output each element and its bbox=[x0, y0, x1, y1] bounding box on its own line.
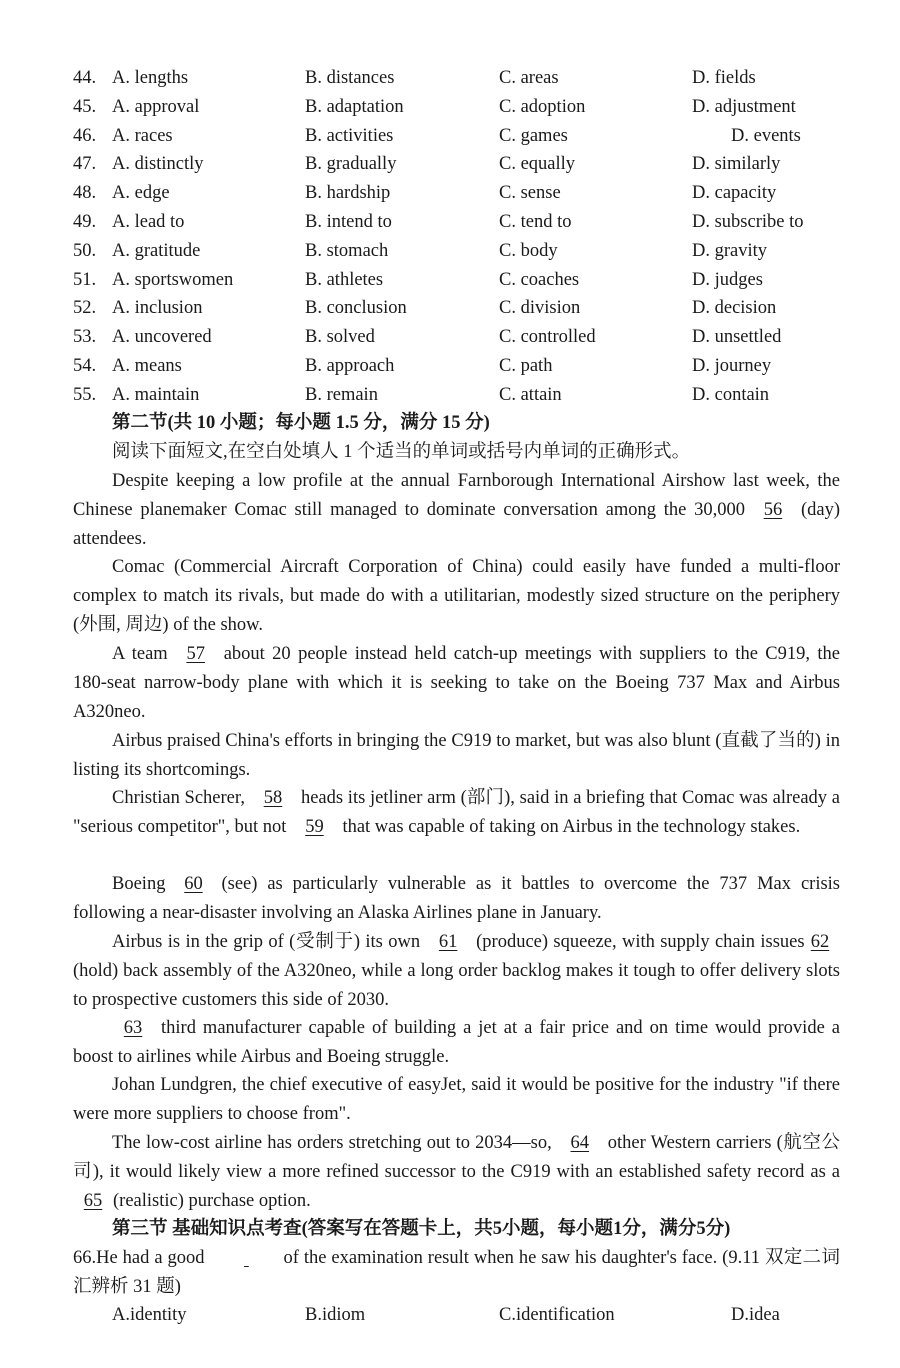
blank-66 bbox=[209, 1244, 283, 1273]
option-d: D. events bbox=[731, 125, 801, 146]
option-c: C. division bbox=[499, 298, 581, 319]
question-number: 53. bbox=[73, 327, 97, 348]
option-row bbox=[0, 208, 900, 237]
option-row bbox=[0, 179, 900, 208]
option-a: A. lengths bbox=[112, 68, 189, 88]
option-a: A. distinctly bbox=[112, 154, 204, 175]
passage-paragraph-4: Airbus praised China's efforts in bringing the C919 to market, but was also blunt (直截了当的) in listing its shortcomings. bbox=[73, 731, 840, 780]
question-number: 51. bbox=[73, 269, 97, 290]
option-row bbox=[0, 352, 900, 381]
blank-64: 64 bbox=[570, 1133, 589, 1153]
option-b: B. adaptation bbox=[305, 96, 404, 117]
question-number: 49. bbox=[73, 212, 97, 232]
passage-paragraph-6: Boeing 60 (see) as particularly vulnerable as it battles to overcome the 737 Max crisis following a near-disaster involving an Alaska Airlines plane in January. bbox=[73, 870, 840, 928]
blank-63: 63 bbox=[123, 1018, 143, 1038]
option-c: C. coaches bbox=[499, 269, 580, 290]
question-number: 55. bbox=[73, 384, 97, 405]
option-b: B. intend to bbox=[305, 212, 392, 232]
option-b: B. hardship bbox=[305, 183, 391, 204]
option-a: A. races bbox=[112, 125, 173, 146]
passage-paragraph-10: The low-cost airline has orders stretching out to 2034—so, 64 other Western carriers (航空公司), it would likely view a more refined successor to the C919 with an established safety record as a65 (realistic) purchase option. bbox=[73, 1129, 840, 1215]
option-d: D. decision bbox=[692, 298, 777, 319]
passage-paragraph-8: 63 third manufacturer capable of building a jet at a fair price and on time would provide a boost to airlines while Airbus and Boeing struggle. bbox=[73, 1014, 840, 1072]
option-a: A. lead to bbox=[112, 212, 185, 232]
option-row bbox=[0, 122, 900, 151]
question-number: 48. bbox=[73, 183, 97, 204]
option-a: A. uncovered bbox=[112, 327, 212, 348]
section-two-heading: 第二节(共 10 小题；每小题 1.5 分，满分 15 分) bbox=[112, 413, 490, 433]
option-d: D. judges bbox=[692, 269, 763, 290]
option-c: C. equally bbox=[499, 154, 576, 175]
option-a: A. gratitude bbox=[112, 240, 201, 261]
question-number: 44. bbox=[73, 68, 97, 88]
blank-58: 58 bbox=[263, 788, 283, 808]
option-a: A. inclusion bbox=[112, 298, 203, 319]
option-c: C. path bbox=[499, 356, 553, 376]
option-b: B. activities bbox=[305, 125, 394, 146]
option-c: C. games bbox=[499, 125, 568, 146]
option-b: B.idiom bbox=[305, 1305, 366, 1325]
option-row bbox=[0, 294, 900, 323]
option-c: C. areas bbox=[499, 68, 559, 88]
option-d: D. subscribe to bbox=[692, 212, 804, 232]
option-row bbox=[0, 323, 900, 352]
option-c: C. adoption bbox=[499, 96, 586, 117]
question-number: 46. bbox=[73, 125, 97, 146]
blank-57: 57 bbox=[186, 644, 205, 664]
option-c: C. controlled bbox=[499, 327, 596, 348]
question-number: 52. bbox=[73, 298, 97, 319]
option-c: C. tend to bbox=[499, 212, 572, 232]
option-b: B. distances bbox=[305, 68, 395, 88]
option-a: A. approval bbox=[112, 96, 200, 117]
option-b: B. approach bbox=[305, 356, 395, 376]
option-b: B. solved bbox=[305, 327, 375, 348]
passage-paragraph-5: Christian Scherer, 58 heads its jetliner arm (部门), said in a briefing that Comac was already a "serious competitor", but not 59 that was capable of taking on Airbus in the technology stakes. bbox=[73, 784, 840, 842]
question-number: 50. bbox=[73, 240, 97, 261]
option-d: D. adjustment bbox=[692, 96, 796, 117]
option-a: A. edge bbox=[112, 183, 170, 204]
question-66: 66.He had a good of the examination result when he saw his daughter's face. (9.11 双定二词汇辨析 31 题) bbox=[73, 1244, 840, 1302]
blank-59: 59 bbox=[305, 816, 324, 837]
section-three-heading: 第三节 基础知识点考查(答案写在答题卡上，共5小题，每小题1分，满分5分) bbox=[112, 1219, 731, 1239]
option-c: C. body bbox=[499, 240, 558, 261]
option-d: D. capacity bbox=[692, 183, 777, 204]
blank-62: 62 bbox=[810, 932, 830, 952]
option-a: A. maintain bbox=[112, 384, 200, 405]
option-b: B. remain bbox=[305, 384, 378, 405]
option-row bbox=[0, 381, 900, 410]
question-number: 54. bbox=[73, 356, 97, 376]
passage-paragraph-7: Airbus is in the grip of (受制于) its own 61 (produce) squeeze, with supply chain issues 62(hold) back assembly of the A320neo, while a long order backlog makes it tough to offer delivery slots to prospective customers this side of 2030. bbox=[73, 928, 840, 1014]
option-a: A. sportswomen bbox=[112, 269, 234, 290]
option-d: D. fields bbox=[692, 68, 756, 88]
option-b: B. stomach bbox=[305, 240, 389, 261]
option-a: A.identity bbox=[112, 1305, 187, 1325]
option-b: B. athletes bbox=[305, 269, 384, 290]
option-d: D. unsettled bbox=[692, 327, 782, 348]
option-b: B. gradually bbox=[305, 154, 397, 175]
option-c: C.identification bbox=[499, 1305, 615, 1325]
option-b: B. conclusion bbox=[305, 298, 407, 319]
option-d: D. contain bbox=[692, 384, 770, 405]
option-row bbox=[0, 237, 900, 266]
blank-60: 60 bbox=[184, 874, 203, 894]
option-row bbox=[0, 266, 900, 295]
passage-paragraph-3: A team 57 about 20 people instead held catch-up meetings with suppliers to the C919, the 180-seat narrow-body plane with which it is seeking to take on the Boeing 737 Max and Airbus A320neo. bbox=[73, 640, 840, 726]
option-c: C. attain bbox=[499, 384, 562, 405]
question-66-options bbox=[0, 1301, 900, 1330]
option-row bbox=[0, 93, 900, 122]
passage-paragraph-1: Despite keeping a low profile at the annual Farnborough International Airshow last week, the Chinese planemaker Comac still managed to dominate conversation among the 30,000 56 (day) attendees. bbox=[73, 471, 840, 549]
option-d: D. gravity bbox=[692, 240, 768, 261]
option-d: D. journey bbox=[692, 356, 772, 376]
option-c: C. sense bbox=[499, 183, 561, 204]
passage-paragraph-2: Comac (Commercial Aircraft Corporation of China) could easily have funded a multi-floor complex to match its rivals, but made do with a utilitarian, modestly sized structure on the periphery (外围, 周边) of the show. bbox=[73, 557, 840, 635]
section-two-instruction: 阅读下面短文,在空白处填人 1 个适当的单词或括号内单词的正确形式。 bbox=[112, 442, 691, 462]
passage-paragraph-9: Johan Lundgren, the chief executive of easyJet, said it would be positive for the industry "if there were more suppliers to choose from". bbox=[73, 1075, 840, 1124]
option-a: A. means bbox=[112, 356, 182, 376]
blank-61: 61 bbox=[438, 932, 458, 952]
question-number: 45. bbox=[73, 96, 97, 117]
question-number: 47. bbox=[73, 154, 97, 175]
option-d: D.idea bbox=[731, 1305, 780, 1325]
option-row bbox=[0, 150, 900, 179]
option-row bbox=[0, 64, 900, 93]
blank-65: 65 bbox=[83, 1190, 103, 1211]
blank-56: 56 bbox=[763, 499, 783, 520]
option-d: D. similarly bbox=[692, 154, 781, 175]
